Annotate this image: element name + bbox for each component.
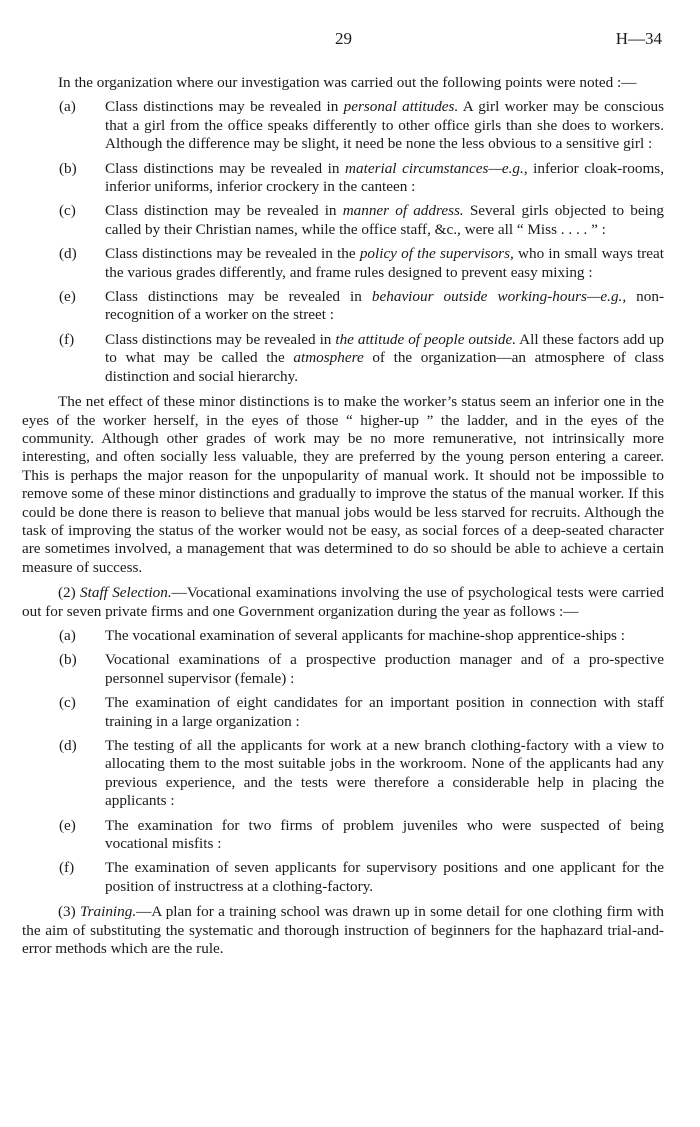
staff-selection-list bbox=[22, 627, 664, 896]
list-item: (a) The vocational examination of several applicants for machine-shop apprentice-ships : bbox=[59, 626, 625, 644]
item-label: (d) bbox=[59, 737, 77, 754]
item-label: (a) bbox=[59, 98, 76, 116]
list-item: (a) Class distinctions may be revealed in personal attitudes. A girl worker may be conscious that a girl from the office speaks differently to other office girls than she does to workers. Although the difference may be slight, it need be none the less obvious to a sensitive girl : bbox=[59, 98, 664, 153]
training-paragraph: (3) Training.—A plan for a training school was drawn up in some detail for one clothing firm with the aim of substituting the systematic and thorough instruction of beginners for the haphazard trial-and-error methods which are the rule. bbox=[22, 903, 665, 958]
list-item: (c) The examination of eight candidates for an important position in connection with staff training in a large organization : bbox=[59, 694, 664, 730]
list-item: (e) Class distinctions may be revealed in behaviour outside working-hours—e.g., non-recognition of a worker on the street : bbox=[59, 288, 665, 324]
item-label: (f) bbox=[59, 330, 75, 348]
item-label: (d) bbox=[59, 245, 77, 263]
section-heading: Training. bbox=[79, 903, 137, 921]
document-body bbox=[22, 74, 664, 958]
list-item: (b) Vocational examinations of a prospective production manager and of a pro-spective personnel supervisor (female) : bbox=[59, 651, 664, 687]
intro-paragraph: In the organization where our investigation was carried out the following points were noted :— bbox=[58, 74, 637, 91]
document-reference: H—34 bbox=[615, 29, 662, 48]
net-effect-paragraph: The net effect of these minor distinctions is to make the worker’s status seem an inferior one in the eyes of the worker herself, in the eyes of those “ higher-up ” the ladder, and in the eyes of the community. Although other grades of work may be no more remunerative, not intrinsically more interesting, and often socially less valuable, they are preferred by the young person entering a career. This is perhaps the major reason for the unpopularity of manual work. It should not be impossible to remove some of these minor distinctions and gradually to improve the status of the manual worker. If this could be done there is reason to believe that manual jobs would be less starved for recruits. Although the task of improving the status of the worker would not be easy, as social forces of a deep-seated character are sometimes involved, a management that was determined to do so should be able to achieve a certain measure of success. bbox=[22, 393, 664, 576]
item-label: (c) bbox=[59, 202, 76, 220]
distinctions-list bbox=[22, 98, 664, 386]
staff-selection-paragraph: (2) Staff Selection.—Vocational examinations involving the use of psychological tests were carried out for seven private firms and one Government organization during the year as follows :— bbox=[22, 584, 664, 620]
item-label: (f) bbox=[59, 859, 75, 877]
list-item: (f) Class distinctions may be revealed in the attitude of people outside. All these factors add up to what may be called the atmosphere of the organization—an atmosphere of class distinction and social hierarchy. bbox=[59, 330, 665, 385]
list-item: (b) Class distinctions may be revealed in material circumstances—e.g., inferior cloak-rooms, inferior uniforms, inferior crockery in the canteen : bbox=[59, 159, 664, 196]
section-heading: Staff Selection. bbox=[80, 584, 172, 602]
item-label: (e) bbox=[59, 816, 76, 834]
list-item: (d) Class distinctions may be revealed in the policy of the supervisors, who in small ways treat the various grades differently, and frame rules designed to prevent easy mixing : bbox=[59, 245, 664, 281]
item-label: (b) bbox=[59, 651, 77, 669]
item-label: (b) bbox=[59, 159, 77, 177]
item-label: (a) bbox=[59, 626, 76, 644]
item-label: (e) bbox=[59, 288, 76, 306]
list-item: (f) The examination of seven applicants for supervisory positions and one applicant for the position of instructress at a clothing-factory. bbox=[59, 859, 664, 895]
page-number: 29 bbox=[335, 29, 352, 48]
list-item: (e) The examination for two firms of problem juveniles who were suspected of being vocational misfits : bbox=[59, 816, 664, 853]
list-item: (c) Class distinction may be revealed in manner of address. Several girls objected to being called by their Christian names, while the office staff, &c., were all “ Miss . . . . ” : bbox=[59, 202, 665, 238]
list-item: (d) The testing of all the applicants for work at a new branch clothing-factory with a view to allocating them to the most suitable jobs in the workroom. None of the applicants had any previous experience, and the tests were therefore a considerable help in placing the applicants : bbox=[59, 737, 664, 810]
page-header bbox=[0, 30, 700, 52]
item-label: (c) bbox=[59, 694, 76, 712]
